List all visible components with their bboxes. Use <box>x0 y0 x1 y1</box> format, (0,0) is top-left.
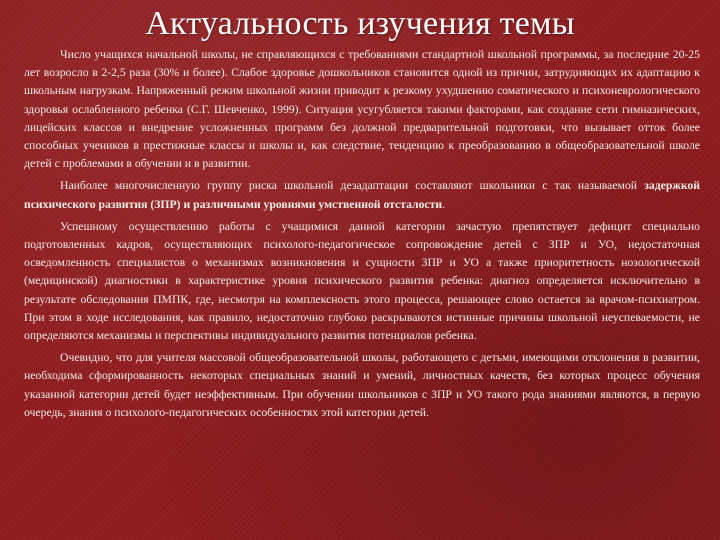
paragraph-4: Очевидно, что для учителя массовой общеобразовательной школы, работающего с детьми, имеющими отклонения в развитии, необходима сформированность некоторых специальных знаний и умений, личностных качеств, без которых процесс обучения указанной категории детей будет неэффективным. При обучении школьников с ЗПР и УО такого рода знаниями являются, в первую очередь, знания о психолого-педагогических особенностях этой категории детей. <box>24 351 700 419</box>
paragraph-2-text: Наиболее многочисленную группу риска школьной дезадаптации составляют школьники с так называемой <box>60 179 645 193</box>
paragraph-2 <box>24 177 700 213</box>
paragraph-3: Успешному осуществлению работы с учащимися данной категории зачастую препятствует дефицит специально подготовленных кадров, осуществляющих психолого-педагогическое сопровождение детей с ЗПР и УО, недостаточная осведомленность специалистов о механизмах возникновения и сущности ЗПР и УО а также приоритетность нозологической (медицинской) диагностики в характеристике уровня психического развития ребенка: диагноз определяется исключительно в результате обследования ПМПК, где, несмотря на комплексность этого процесса, решающее слово остается за врачом-психиатром. При этом в ходе исследования, как правило, недостаточно глубоко раскрываются истинные причины школьной неуспеваемости, не определяются механизмы и перспективы индивидуального развития потенциалов ребенка. <box>24 219 700 343</box>
slide-body <box>24 46 700 422</box>
paragraph-2-bold-term: задержкой психического развития (ЗПР) и различными уровнями умственной отсталости <box>24 179 700 211</box>
slide-title: Актуальность изучения темы <box>145 5 575 42</box>
paragraph-2-end: . <box>442 197 446 211</box>
paragraph-1: Число учащихся начальной школы, не справляющихся с требованиями стандартной школьной программы, за последние 20-25 лет возросло в 2-2,5 раза (30% и более). Слабое здоровье дошкольников становится одной из причин, затрудняющих их адаптацию к школьным нагрузкам. Напряженный режим школьной жизни приводит к резкому ухудшению соматического и психоневрологического здоровья ослабленного ребенка (С.Г. Шевченко, 1999). Ситуация усугубляется такими факторами, как создание сети гимназических, лицейских классов и внедрение усложненных программ без должной предварительной подготовки, что вызывает отток более способных учеников в престижные классы и школы и, как следствие, тенденцию к преобразованию в общеобразовательной школе детей с проблемами в обучении и в развитии. <box>24 48 700 171</box>
